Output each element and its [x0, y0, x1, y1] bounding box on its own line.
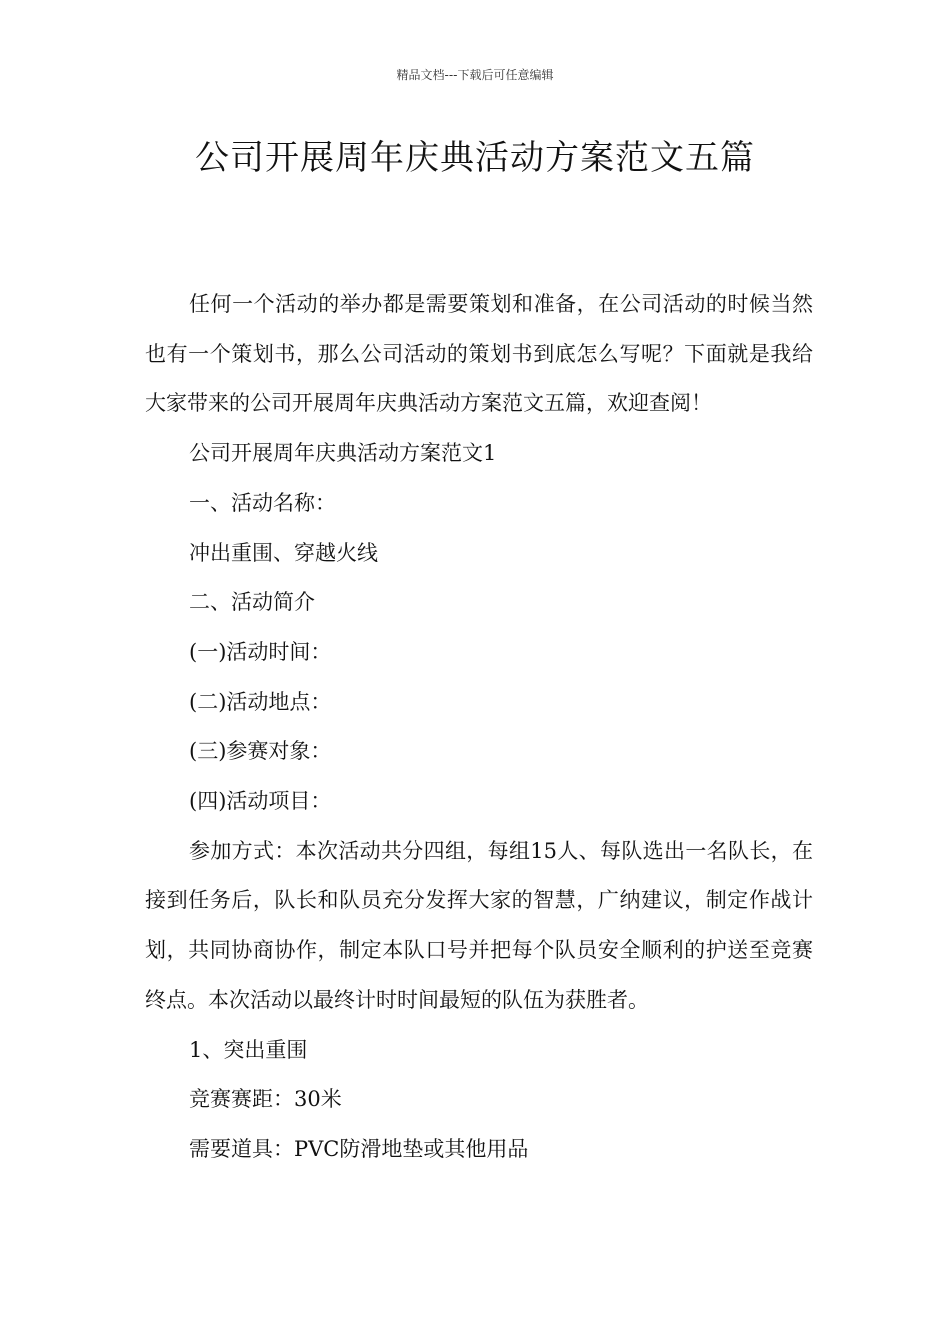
- list-item: 一、活动名称：: [189, 490, 336, 515]
- participation-paragraph: 参加方式：本次活动共分四组，每组15人、每队选出一名队长，在接到任务后，队长和队员充分发挥大家的智慧，广纳建议，制定作战计划，共同协商协作，制定本队口号并把每个队员安全顺利的护送至竞赛终点。本次活动以最终计时时间最短的队伍为获胜者。: [145, 838, 813, 1012]
- list-item: 需要道具：PVC防滑地垫或其他用品: [189, 1136, 529, 1161]
- list-item: (二)活动地点：: [189, 689, 332, 714]
- intro-paragraph: 任何一个活动的举办都是需要策划和准备，在公司活动的时候当然也有一个策划书，那么公司活动的策划书到底怎么写呢？下面就是我给大家带来的公司开展周年庆典活动方案范文五篇，欢迎查阅！: [145, 292, 813, 416]
- list-item: 二、活动简介: [189, 590, 315, 615]
- list-item: 冲出重围、穿越火线: [189, 540, 378, 565]
- section-heading: 公司开展周年庆典活动方案范文1: [189, 441, 497, 466]
- list-item: 1、突出重围: [189, 1037, 308, 1062]
- list-item: (三)参赛对象：: [189, 739, 332, 764]
- list-item: (四)活动项目：: [189, 789, 332, 814]
- document-body: [145, 280, 813, 1175]
- list-item: (一)活动时间：: [189, 639, 332, 664]
- document-title: 公司开展周年庆典活动方案范文五篇: [195, 138, 755, 178]
- header-note: 精品文档---下载后可任意编辑: [396, 68, 554, 82]
- list-item: 竞赛赛距：30米: [189, 1087, 342, 1112]
